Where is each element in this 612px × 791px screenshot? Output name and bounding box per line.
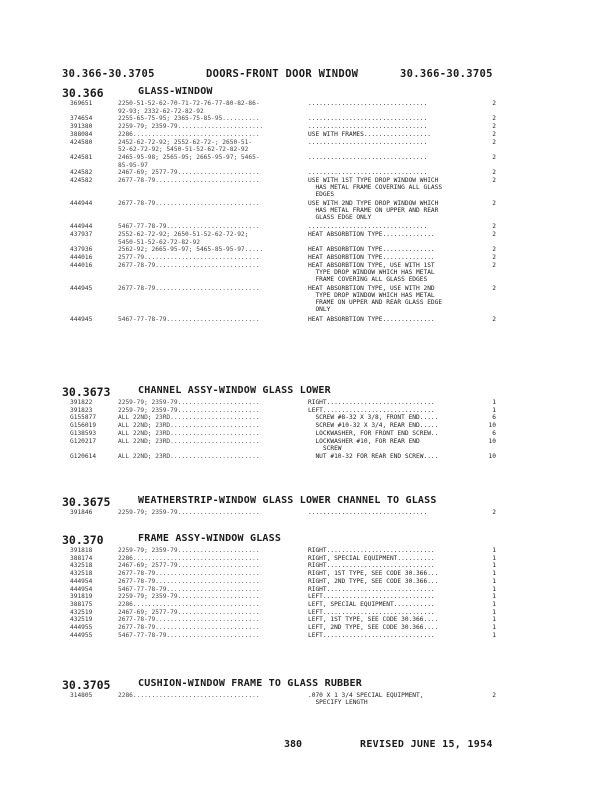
remarks: HEAT ABSORBTION TYPE, USE WITH 1ST TYPE DROP WINDOW WHICH HAS METAL FRAME COVERING ALL GLASS EDGES (308, 261, 435, 283)
model-applicability: 2677-78-79............................ (118, 570, 260, 578)
quantity: 2 (492, 230, 496, 238)
part-number: 388175 (70, 600, 93, 608)
model-applicability: ALL 22ND; 23RD........................ (118, 429, 260, 437)
quantity: 2 (492, 200, 496, 208)
remarks: RIGHT, SPECIAL EQUIPMENT.......... (308, 554, 435, 562)
part-number: 437937 (70, 230, 93, 238)
model-applicability: 2552-62-72-92; 2650-51-52-62-72-92; (118, 230, 249, 238)
part-number: G155877 (70, 414, 97, 422)
quantity: 2 (492, 284, 496, 292)
part-number: 424582 (70, 177, 93, 184)
remarks: LEFT, SPECIAL EQUIPMENT........... (308, 600, 435, 608)
model-applicability: 52-62-72-92; 5450-51-52-62-72-82-92 (118, 146, 249, 154)
section-title: CHANNEL ASSY-WINDOW GLASS LOWER (138, 385, 331, 396)
part-number: 432518 (70, 562, 93, 570)
quantity: 1 (492, 570, 496, 578)
section-code: 30.3673 (62, 385, 111, 399)
quantity: 2 (492, 115, 496, 123)
model-applicability: 2259-79; 2359-79...................... (118, 399, 260, 406)
quantity: 2 (492, 100, 496, 107)
remarks: LEFT.............................. (308, 608, 435, 616)
quantity: 2 (492, 315, 496, 323)
quantity: 2 (492, 246, 496, 254)
quantity: 2 (492, 261, 496, 269)
model-applicability: 2452-62-72-92; 2552-62-72-; 2650-51- (118, 138, 253, 146)
section-code: 30.366 (62, 86, 104, 100)
remarks: HEAT ABSORBTION TYPE.............. (308, 230, 435, 238)
model-applicability: 2562-92; 2665-95-97; 5465-85-95-97..... (118, 246, 264, 254)
remarks: RIGHT, 2ND TYPE, SEE CODE 30.366... (308, 577, 439, 585)
remarks: LOCKWASHER, FOR FRONT END SCREW.. (308, 429, 439, 437)
part-number: 424581 (70, 153, 93, 161)
part-number: 444955 (70, 631, 93, 639)
part-number: 444945 (70, 315, 93, 323)
quantity: 2 (492, 254, 496, 261)
part-number: G120217 (70, 437, 97, 445)
remarks: HEAT ABSORBTION TYPE.............. (308, 246, 435, 254)
remarks: USE WITH 2ND TYPE DROP WINDOW WHICH HAS METAL FRAME ON UPPER AND REAR GLASS EDGE ONLY (308, 200, 439, 222)
part-number: 444954 (70, 577, 93, 585)
model-applicability: 2259-79; 2359-79...................... (118, 509, 260, 516)
quantity: 6 (492, 414, 496, 422)
quantity: 2 (492, 169, 496, 177)
part-number: 444944 (70, 223, 93, 231)
quantity: 2 (492, 138, 496, 146)
model-applicability: 2286.................................. (118, 554, 260, 562)
part-number: 424582 (70, 169, 93, 177)
quantity: 1 (492, 562, 496, 570)
model-applicability: 2467-69; 2577-79...................... (118, 608, 260, 616)
model-applicability: ALL 22ND; 23RD........................ (118, 452, 260, 460)
quantity: 2 (492, 123, 496, 131)
part-number: 432519 (70, 616, 93, 624)
quantity: 2 (492, 692, 496, 699)
model-applicability: 5467-77-78-79......................... (118, 631, 260, 639)
remarks: RIGHT............................. (308, 585, 435, 593)
remarks: LEFT.............................. (308, 406, 435, 414)
quantity: 1 (492, 554, 496, 562)
remarks: RIGHT............................. (308, 562, 435, 570)
quantity: 10 (488, 437, 496, 445)
header-title: DOORS-FRONT DOOR WINDOW (206, 68, 359, 80)
revision-date: REVISED JUNE 15, 1954 (360, 739, 493, 750)
part-number: 424580 (70, 138, 93, 146)
section-code: 30.370 (62, 533, 104, 547)
part-number: 374654 (70, 115, 93, 123)
model-applicability: 2677-78-79............................ (118, 284, 260, 292)
remarks: ................................ (308, 123, 428, 131)
part-number: 391380 (70, 123, 93, 131)
section-title: GLASS-WINDOW (138, 86, 213, 97)
model-applicability: 2259-79; 2359-79...................... (118, 406, 260, 414)
part-number: 391846 (70, 509, 93, 516)
header-code-range-right: 30.366-30.3705 (400, 68, 493, 80)
quantity: 2 (492, 153, 496, 161)
part-number: 388174 (70, 554, 93, 562)
remarks: USE WITH FRAMES.................. (308, 130, 431, 138)
remarks: USE WITH 1ST TYPE DROP WINDOW WHICH HAS METAL FRAME COVERING ALL GLASS EDGES (308, 177, 443, 198)
part-number: G138593 (70, 429, 97, 437)
model-applicability: 2677-78-79............................ (118, 577, 260, 585)
model-applicability: ALL 22ND; 23RD........................ (118, 437, 260, 445)
model-applicability: ALL 22ND; 23RD........................ (118, 414, 260, 422)
quantity: 2 (492, 223, 496, 231)
part-number: 391818 (70, 547, 93, 554)
model-applicability: 2286.................................. (118, 600, 260, 608)
remarks: ................................ (308, 509, 428, 516)
model-applicability: 2677-78-79............................ (118, 200, 260, 208)
part-number: G156019 (70, 422, 97, 430)
remarks: LEFT, 2ND TYPE, SEE CODE 30.366.... (308, 624, 439, 631)
part-number: 391819 (70, 593, 93, 601)
quantity: 1 (492, 624, 496, 631)
remarks: RIGHT, 1ST TYPE, SEE CODE 30.366... (308, 570, 439, 578)
part-number: 314805 (70, 692, 93, 699)
part-number: 444955 (70, 624, 93, 631)
section-title: CUSHION-WINDOW FRAME TO GLASS RUBBER (138, 678, 362, 689)
remarks: RIGHT............................. (308, 547, 435, 554)
model-applicability: 2259-79; 2359-79...................... (118, 547, 260, 554)
quantity: 1 (492, 600, 496, 608)
part-number: 444944 (70, 200, 93, 208)
quantity: 1 (492, 616, 496, 624)
quantity: 1 (492, 399, 496, 406)
part-number: 388084 (70, 130, 93, 138)
remarks: .070 X 1 3/4 SPECIAL EQUIPMENT, SPECIFY LENGTH (308, 692, 424, 706)
remarks: NUT #10-32 FOR REAR END SCREW.... (308, 452, 439, 460)
model-applicability: 2467-69; 2577-79...................... (118, 169, 260, 177)
part-number: 391822 (70, 399, 93, 406)
header-code-range-left: 30.366-30.3705 (62, 68, 155, 80)
model-applicability: 2255-65-75-95; 2365-75-85-95.......... (118, 115, 260, 123)
remarks: ................................ (308, 223, 428, 231)
model-applicability: 2259-79; 2359-79...................... (118, 593, 260, 601)
model-applicability: 5467-77-78-79......................... (118, 585, 260, 593)
model-applicability: 2467-69; 2577-79...................... (118, 562, 260, 570)
quantity: 1 (492, 577, 496, 585)
quantity: 6 (492, 429, 496, 437)
quantity: 2 (492, 130, 496, 138)
part-number: 369651 (70, 100, 93, 107)
page-number: 380 (284, 739, 303, 750)
quantity: 1 (492, 593, 496, 601)
model-applicability: 2677-78-79............................ (118, 261, 260, 269)
quantity: 1 (492, 608, 496, 616)
quantity: 2 (492, 509, 496, 516)
section-title: FRAME ASSY-WINDOW GLASS (138, 533, 282, 544)
part-number: 437936 (70, 246, 93, 254)
model-applicability: ALL 22ND; 23RD........................ (118, 422, 260, 430)
quantity: 1 (492, 631, 496, 639)
remarks: LEFT.............................. (308, 593, 435, 601)
part-number: 444945 (70, 284, 93, 292)
remarks: HEAT ABSORBTION TYPE.............. (308, 315, 435, 323)
quantity: 2 (492, 177, 496, 184)
quantity: 10 (488, 452, 496, 460)
model-applicability: 2677-78-79............................ (118, 616, 260, 624)
remarks: RIGHT............................. (308, 399, 435, 406)
remarks: SCREW #10-32 X 3/4, REAR END..... (308, 422, 439, 430)
remarks: LEFT, 1ST TYPE, SEE CODE 30.366.... (308, 616, 439, 624)
remarks: ................................ (308, 169, 428, 177)
remarks: ................................ (308, 153, 428, 161)
part-number: 432519 (70, 608, 93, 616)
quantity: 1 (492, 585, 496, 593)
remarks: LEFT.............................. (308, 631, 435, 639)
remarks: HEAT ABSORBTION TYPE, USE WITH 2ND TYPE DROP WINDOW WHICH HAS METAL FRAME ON UPPER AND REAR GLASS EDGE ONLY (308, 284, 443, 313)
remarks: ................................ (308, 100, 428, 107)
model-applicability: 2286.................................. (118, 692, 260, 699)
remarks: HEAT ABSORBTION TYPE.............. (308, 254, 435, 261)
model-applicability: 2677-78-79............................ (118, 624, 260, 631)
quantity: 1 (492, 547, 496, 554)
model-applicability: 2677-78-79............................ (118, 177, 260, 184)
section-code: 30.3675 (62, 495, 111, 509)
model-applicability: 2577-79............................... (118, 254, 260, 261)
model-applicability: 5467-77-78-79......................... (118, 315, 260, 323)
remarks: ................................ (308, 138, 428, 146)
quantity: 10 (488, 422, 496, 430)
model-applicability: 85-95-97 (118, 161, 148, 169)
model-applicability: 2286.................................. (118, 130, 260, 138)
part-number: G120614 (70, 452, 97, 460)
model-applicability: 2465-95-98; 2565-95; 2665-95-97; 5465- (118, 153, 260, 161)
part-number: 444016 (70, 254, 93, 261)
model-applicability: 2259-79; 2359-79....................... (118, 123, 264, 131)
model-applicability: 2250-51-52-62-70-71-72-76-77-80-82-86- (118, 100, 260, 107)
part-number: 432518 (70, 570, 93, 578)
section-code: 30.3705 (62, 678, 111, 692)
model-applicability: 5450-51-52-62-72-82-92 (118, 238, 200, 246)
quantity: 1 (492, 406, 496, 414)
section-title: WEATHERSTRIP-WINDOW GLASS LOWER CHANNEL TO GLASS (138, 495, 437, 506)
model-applicability: 92-93; 2332-62-72-82-92 (118, 107, 204, 115)
remarks: LOCKWASHER #10, FOR REAR END SCREW (315, 437, 420, 452)
part-number: 444016 (70, 261, 93, 269)
remarks: ................................ (308, 115, 428, 123)
part-number: 444954 (70, 585, 93, 593)
part-number: 391823 (70, 406, 93, 414)
model-applicability: 5467-77-78-79......................... (118, 223, 260, 231)
remarks: SCREW #8-32 X 3/8, FRONT END..... (308, 414, 439, 422)
